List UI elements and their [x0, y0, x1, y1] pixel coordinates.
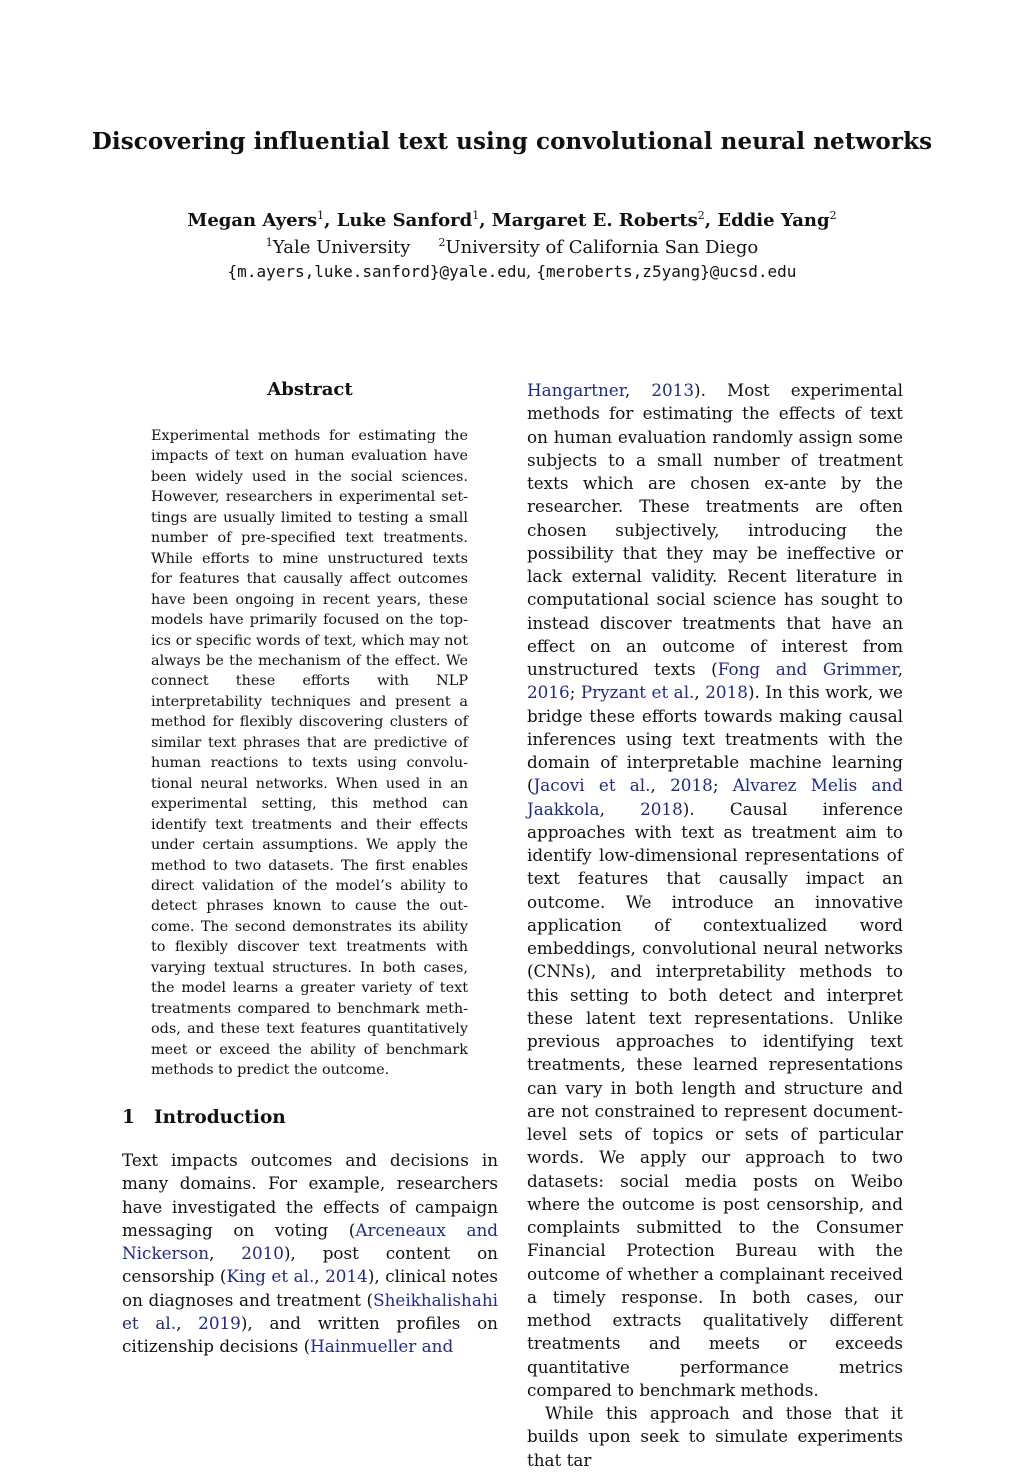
citation-year-link[interactable]: 2018 [670, 775, 713, 796]
citation-link[interactable]: Pryzant et al. [580, 682, 695, 703]
citation-year-link[interactable]: 2016 [527, 682, 570, 703]
affiliation-list [0, 236, 1024, 258]
body-text: ), clinical notes on diagnoses and treatment ( [122, 1266, 498, 1310]
affil-number: 1 [265, 236, 273, 249]
citation-year-link[interactable]: 2014 [325, 1266, 368, 1287]
email-list [0, 262, 1024, 281]
intro-paragraph-right [527, 379, 903, 1402]
abstract-text: Experimental methods for estimating the impacts of text on human evaluation have been widely used in the social sciences. However, researchers in experimental settings are usually limited to testing a small number of pre-specified text treatments. While efforts to mine unstructured texts for features that causally affect outcomes have been ongoing in recent years, these models have primarily focused on the topics or specific words of text, which may not always be the mechanism of the effect. We connect these efforts with NLP interpretability techniques and present a method for flexibly discovering clusters of similar text phrases that are predictive of human reactions to texts using convolutional neural networks. When used in an experimental setting, this method can identify text treatments and their effects under certain assumptions. We apply the method to two datasets. The first enables direct validation of the model’s ability to detect phrases known to cause the outcome. The second demonstrates its ability to flexibly discover text treatments with varying textual structures. In both cases, the model learns a greater variety of text treatments compared to benchmark methods, and these text features quantitatively meet or exceed the ability of benchmark methods to predict the outcome. [151, 428, 468, 1079]
citation-link[interactable]: Fong and Grimmer [717, 659, 898, 679]
author-name: Megan Ayers [187, 210, 318, 231]
citation-year-link[interactable]: 2010 [241, 1243, 284, 1264]
citation-year-link[interactable]: 2018 [640, 798, 683, 819]
author-name: Eddie Yang [717, 210, 830, 231]
body-text: , [176, 1313, 199, 1334]
author-name: Luke Sanford [336, 210, 473, 231]
section-title: Introduction [154, 1107, 286, 1128]
citation-link[interactable]: Jacovi et al. [533, 775, 651, 796]
citation-link[interactable]: King et al. [226, 1266, 315, 1287]
body-text: , [209, 1243, 242, 1264]
body-text: ). In this work, we bridge these efforts towards making causal inferences using text treatments with the domain of interpretable machine learning ( [527, 682, 903, 796]
author-affil-mark: 1 [317, 209, 325, 222]
citation-year-link[interactable]: 2013 [651, 380, 695, 400]
paragraph-two: While this approach and those that it builds upon seek to simulate experiments that tar [527, 1403, 903, 1470]
author-affil-mark: 1 [472, 209, 480, 222]
author-name: Margaret E. Roberts [491, 210, 698, 231]
body-text: , [314, 1266, 326, 1287]
body-text: , [694, 682, 706, 703]
right-column [527, 379, 903, 1472]
paper-title: Discovering influential text using convolutional neural networks [91, 128, 933, 155]
body-text: , [599, 798, 641, 819]
affil-name: Yale University [272, 237, 411, 258]
body-text: ), and written profiles on citizenship decisions ( [122, 1313, 498, 1357]
email-separator: , [526, 262, 537, 281]
affil-name: University of California San Diego [445, 237, 759, 258]
email-ucsd[interactable]: {meroberts,z5yang}@ucsd.edu [536, 262, 797, 281]
author-affil-mark: 2 [829, 209, 837, 222]
citation-link[interactable]: Hainmueller and [310, 1336, 454, 1357]
body-text: Text impacts outcomes and decisions in many domains. For example, researchers have investigated the effects of campaign messaging on voting ( [122, 1150, 498, 1240]
citation-link[interactable]: Alvarez Melis and Jaakkola [527, 775, 903, 819]
author-affil-mark: 2 [697, 209, 705, 222]
author-list: Megan Ayers$^1$, Luke Sanford$^1$, Margaret E. Roberts$^2$, Eddie Yang$^2$ [187, 209, 837, 231]
body-text: ). Most experimental methods for estimating the effects of text on human evaluation randomly assign some subjects to a small number of treatment texts which are chosen ex-ante by the researcher. These treatments are often chosen subjectively, introducing the possibility that they may be ineffective or lack external validity. Recent literature in computational social science has sought to instead discover treatments that have an effect on an outcome of interest from unstructured texts ( [527, 380, 903, 679]
citation-year-link[interactable]: 2018 [705, 682, 748, 703]
abstract-heading: Abstract [267, 379, 353, 400]
body-text: , [650, 775, 671, 796]
section-heading [122, 1107, 286, 1128]
citation-link[interactable]: Arceneaux and Nickerson [122, 1219, 498, 1264]
body-text: ; [712, 775, 733, 796]
body-text: ), post content on censorship ( [122, 1243, 498, 1287]
affil-number: 2 [438, 236, 446, 249]
section-number: 1 [122, 1107, 135, 1128]
body-text: ; [569, 682, 581, 703]
citation-link[interactable]: Sheikhalishahi et al. [122, 1289, 498, 1334]
citation-link[interactable]: Hangartner [527, 380, 625, 400]
body-text: , [624, 380, 652, 400]
body-text: ). Causal inference approaches with text as treatment aim to identify low-dimensional representations of text features that causally impact an outcome. We introduce an innovative application of contextualized word embeddings, convolutional neural networks (CNNs), and interpretability methods to this setting to both detect and interpret these latent text representations. Unlike previous approaches to identifying text treatments, these learned representations can vary in both length and structure and are not constrained to represent document-level sets of topics or sets of particular words. We apply our approach to two datasets: social media posts on Weibo where the outcome is post censorship, and complaints submitted to the Consumer Financial Protection Bureau with the outcome of whether a complainant received a timely response. In both cases, our method extracts qualitatively different treatments and meets or exceeds quantitative performance metrics compared to benchmark methods. [527, 798, 904, 1400]
citation-year-link[interactable]: 2019 [198, 1313, 241, 1334]
email-yale[interactable]: {m.ayers,luke.sanford}@yale.edu [227, 262, 527, 281]
intro-paragraph-left [122, 1149, 498, 1359]
body-text: , [897, 659, 903, 679]
